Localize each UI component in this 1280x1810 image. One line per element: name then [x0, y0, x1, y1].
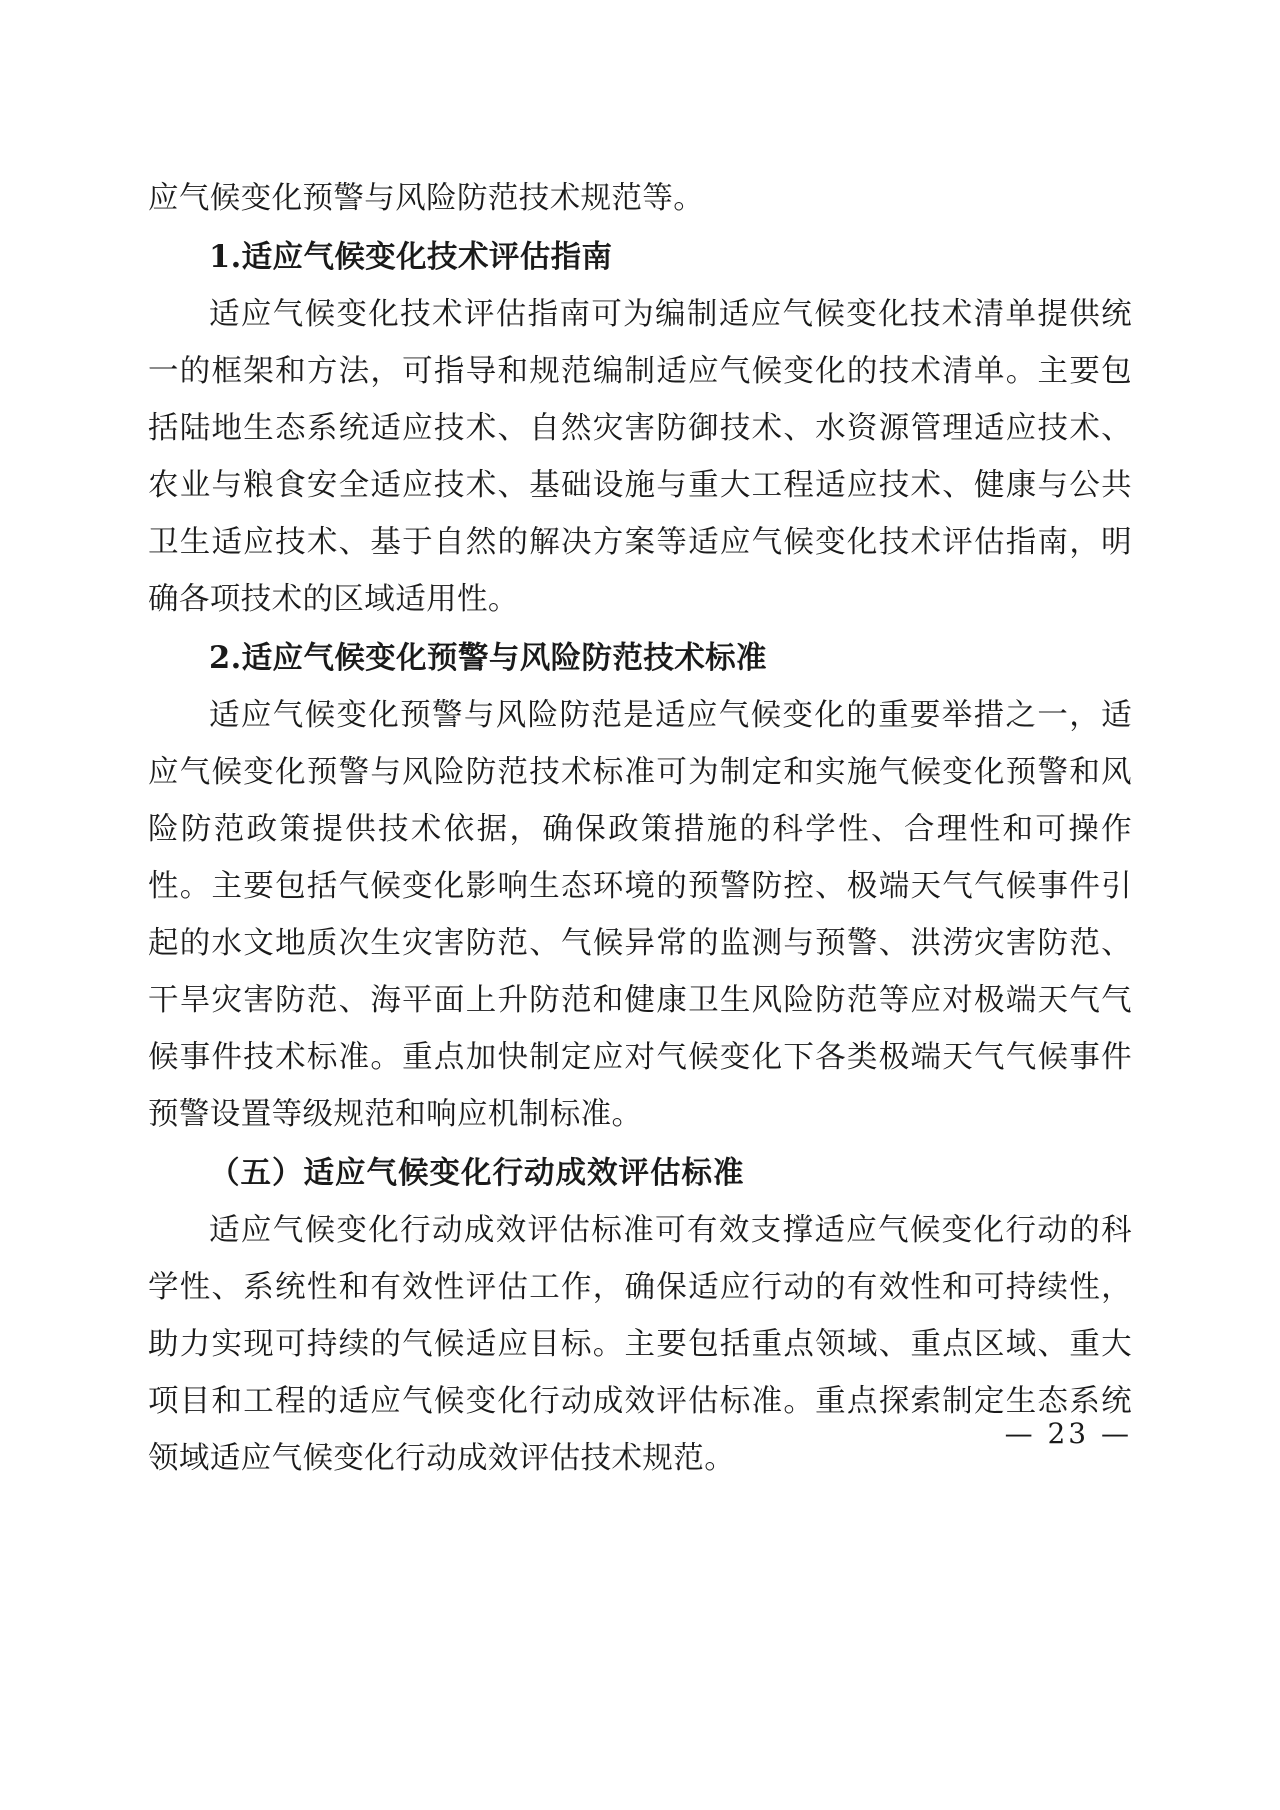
paragraph-intro: 应气候变化预警与风险防范技术规范等。 — [148, 181, 705, 216]
heading-section-5: （五）适应气候变化行动成效评估标准 — [209, 1155, 745, 1191]
document-body — [148, 170, 1132, 1487]
paragraph-section-1-body: 适应气候变化技术评估指南可为编制适应气候变化技术清单提供统一的框架和方法，可指导和规范编制适应气候变化的技术清单。主要包括陆地生态系统适应技术、自然灾害防御技术、水资源管理适应技术、农业与粮食安全适应技术、基础设施与重大工程适应技术、健康与公共卫生适应技术、基于自然的解决方案等适应气候变化技术评估指南，明确各项技术的区域适用性。 — [148, 297, 1132, 617]
paragraph-section-2-body: 适应气候变化预警与风险防范是适应气候变化的重要举措之一，适应气候变化预警与风险防范技术标准可为制定和实施气候变化预警和风险防范政策提供技术依据，确保政策措施的科学性、合理性和可操作性。主要包括气候变化影响生态环境的预警防控、极端天气气候事件引起的水文地质次生灾害防范、气候异常的监测与预警、洪涝灾害防范、干旱灾害防范、海平面上升防范和健康卫生风险防范等应对极端天气气候事件技术标准。重点加快制定应对气候变化下各类极端天气气候事件预警设置等级规范和响应机制标准。 — [148, 698, 1132, 1132]
heading-section-2: 2.适应气候变化预警与风险防范技术标准 — [209, 640, 767, 676]
page-number: — 23 — — [1004, 1417, 1132, 1450]
heading-section-1: 1.适应气候变化技术评估指南 — [209, 239, 613, 275]
paragraph-section-5-body: 适应气候变化行动成效评估标准可有效支撑适应气候变化行动的科学性、系统性和有效性评估工作，确保适应行动的有效性和可持续性，助力实现可持续的气候适应目标。主要包括重点领域、重点区域、重大项目和工程的适应气候变化行动成效评估标准。重点探索制定生态系统领域适应气候变化行动成效评估技术规范。 — [148, 1213, 1132, 1476]
